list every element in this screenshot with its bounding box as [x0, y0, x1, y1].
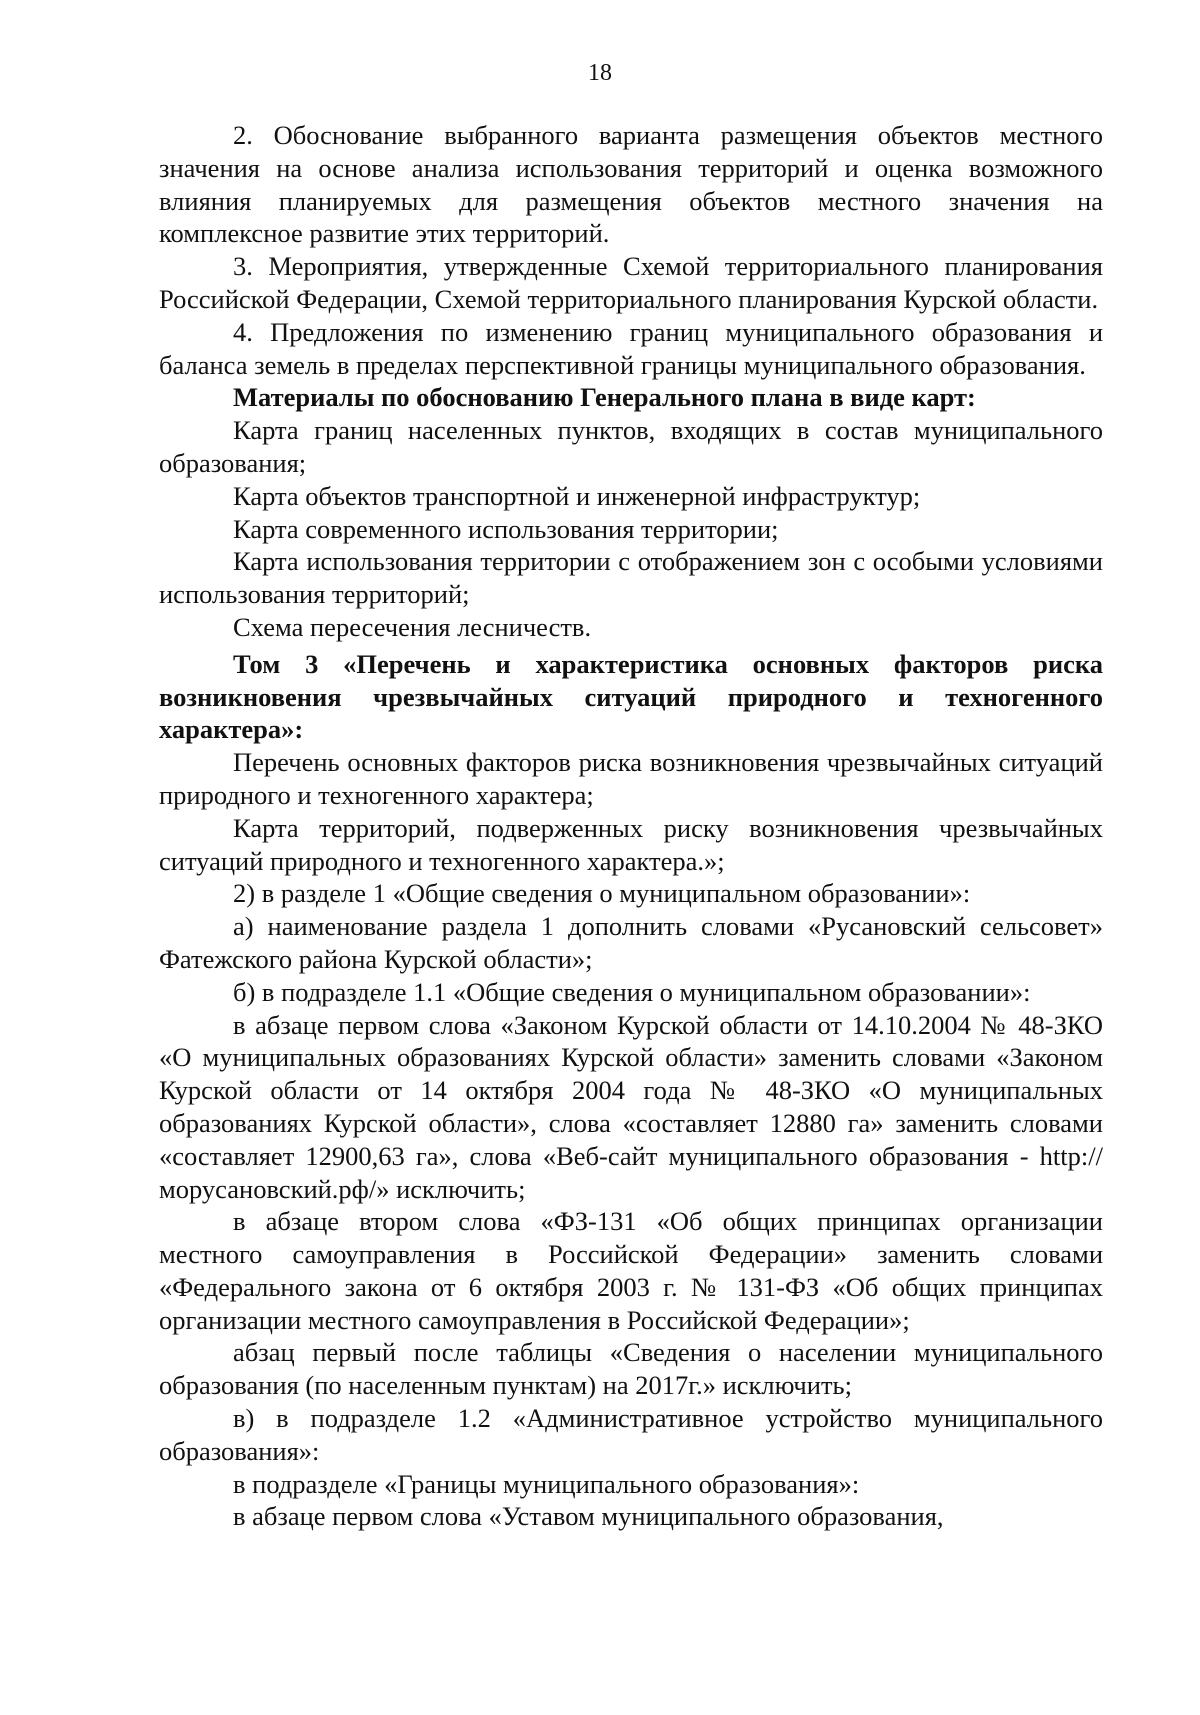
amendment-subsection-borders: в подразделе «Границы муниципального образования»: — [233, 1468, 860, 1499]
heading-volume-3: Том 3 «Перечень и характеристика основных факторов риска возникновения чрезвычайных ситуаций природного и техногенного характера»: — [159, 648, 1103, 745]
paragraph-4-proposals: 4. Предложения по изменению границ муниципального образования и баланса земель в пределах перспективной границы муниципального образования. — [159, 316, 1103, 380]
list-item-forestry-scheme: Схема пересечения лесничеств. — [233, 611, 592, 642]
page-number: 18 — [588, 60, 612, 86]
amendment-item-v: в) в подразделе 1.2 «Административное устройство муниципального образования»: — [159, 1403, 1103, 1466]
heading-map-materials: Материалы по обоснованию Генерального плана в виде карт: — [233, 382, 976, 413]
amendment-section-1: 2) в разделе 1 «Общие сведения о муниципальном образовании»: — [233, 878, 971, 909]
list-item-settlement-borders-map: Карта границ населенных пунктов, входящих в состав муниципального образования; — [159, 415, 1103, 478]
document-body — [159, 119, 1103, 1533]
amendment-paragraph-second: в абзаце втором слова «ФЗ-131 «Об общих принципах организации местного самоуправления в Российской Федерации» заменить словами «Федерального закона от 6 октября 2003 г. № 131-ФЗ «Об общих принципах организации местного самоуправления в Российской Федерации»; — [159, 1206, 1103, 1335]
paragraph-2-justification: 2. Обоснование выбранного варианта размещения объектов местного значения на основе анализа использования территорий и оценка возможного влияния планируемых для размещения объектов местного значения на комплексное развитие этих территорий. — [159, 120, 1103, 249]
amendment-charter-paragraph: в абзаце первом слова «Уставом муниципального образования, — [233, 1501, 944, 1532]
amendment-item-b: б) в подразделе 1.1 «Общие сведения о муниципальном образовании»: — [233, 976, 1031, 1007]
amendment-paragraph-first: в абзаце первом слова «Законом Курской области от 14.10.2004 № 48-ЗКО «О муниципальных образованиях Курской области» заменить словами «Законом Курской области от 14 октября 2004 года № 48-ЗКО «О муниципальных образованиях Курской области», слова «составляет 12880 га» заменить словами «составляет 12900,63 га», слова «Веб-сайт муниципального образования - http://морусановский.рф/» исключить; — [159, 1009, 1103, 1204]
list-item-special-zones-map: Карта использования территории с отображением зон с особыми условиями использования территорий; — [159, 546, 1103, 610]
list-item-infrastructure-map: Карта объектов транспортной и инженерной инфраструктур; — [233, 480, 921, 511]
amendment-after-table: абзац первый после таблицы «Сведения о населении муниципального образования (по населенным пунктам) на 2017г.» исключить; — [159, 1337, 1103, 1401]
list-item-current-use-map: Карта современного использования территории; — [233, 513, 779, 544]
list-item-risk-factors: Перечень основных факторов риска возникновения чрезвычайных ситуаций природного и техногенного характера; — [159, 747, 1103, 810]
list-item-risk-territories-map: Карта территорий, подверженных риску возникновения чрезвычайных ситуаций природного и техногенного характера.»; — [159, 812, 1103, 876]
amendment-item-a: а) наименование раздела 1 дополнить словами «Русановский сельсовет» Фатежского района Курской области»; — [159, 911, 1103, 974]
paragraph-3-measures: 3. Мероприятия, утвержденные Схемой территориального планирования Российской Федерации, Схемой территориального планирования Курской области. — [159, 251, 1103, 314]
